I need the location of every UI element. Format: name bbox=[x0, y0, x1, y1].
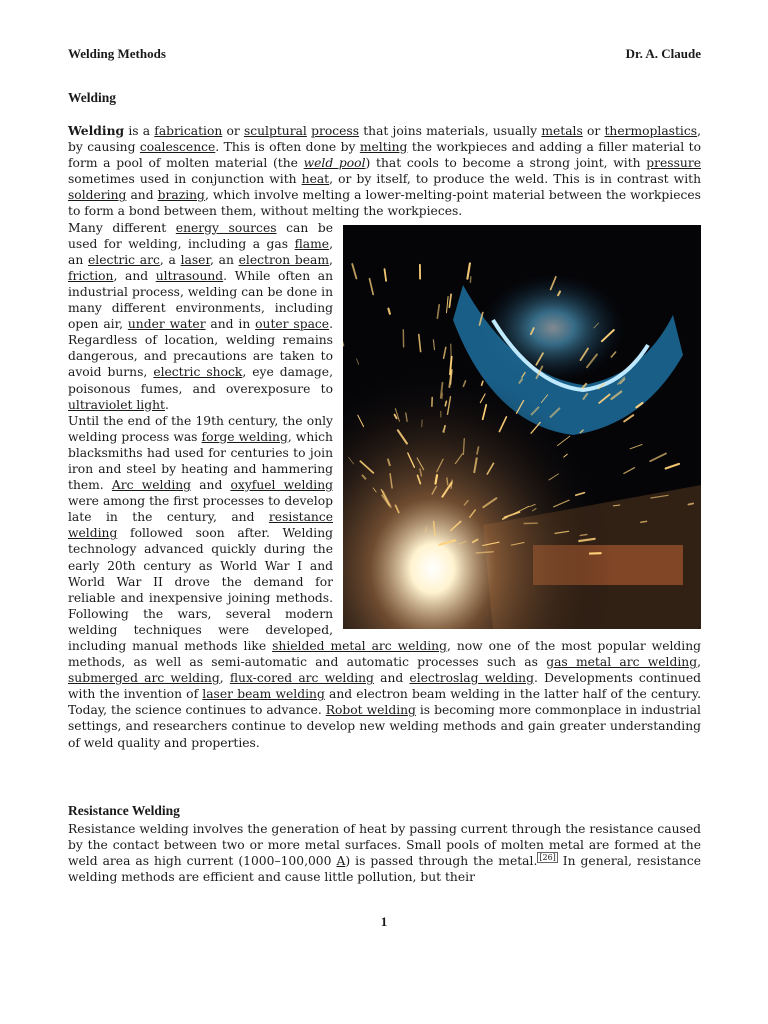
text-run: and in bbox=[205, 317, 256, 332]
hyperlink[interactable]: electroslag welding bbox=[409, 671, 534, 686]
hyperlink[interactable]: friction bbox=[68, 268, 114, 283]
bold-term: Welding bbox=[68, 123, 125, 138]
text-run: , eye damage, poisonous fumes, and overexposure to bbox=[68, 365, 333, 396]
hyperlink[interactable]: weld pool bbox=[303, 156, 366, 171]
hyperlink[interactable]: electric shock bbox=[153, 365, 243, 380]
text-run: , which blacksmiths had used for centuries to join iron and steel by heating and hammering them. bbox=[68, 429, 333, 493]
welding-photo bbox=[343, 225, 701, 629]
spark-streak bbox=[388, 308, 390, 313]
welding-sparks-illustration bbox=[343, 225, 701, 629]
text-run: and bbox=[373, 671, 410, 686]
text-run: sometimes used in conjunction with bbox=[68, 172, 302, 187]
hyperlink[interactable]: outer space bbox=[255, 317, 330, 332]
paragraph-resistance bbox=[68, 821, 701, 885]
hyperlink[interactable]: flame bbox=[294, 236, 330, 251]
text-run: , an bbox=[209, 252, 239, 267]
spark-streak bbox=[689, 503, 694, 504]
hyperlink[interactable]: under water bbox=[127, 317, 206, 332]
hyperlink[interactable]: fabrication bbox=[154, 124, 223, 138]
text-run: ) is passed through the metal. bbox=[345, 854, 538, 869]
text-run: . Developments continued with the invention of bbox=[68, 671, 701, 702]
hyperlink[interactable]: Robot welding bbox=[325, 703, 416, 718]
hyperlink[interactable]: forge welding bbox=[201, 429, 288, 444]
text-run: , bbox=[329, 252, 333, 267]
hyperlink[interactable]: laser beam welding bbox=[202, 687, 325, 702]
paragraph-intro bbox=[68, 123, 701, 220]
hyperlink[interactable]: shielded metal arc welding bbox=[272, 639, 447, 653]
hyperlink[interactable]: ultrasound bbox=[155, 268, 224, 283]
text-run: . This is often done by bbox=[215, 140, 360, 155]
text-run: . Regardless of location, welding remains dangerous, and precautions are taken to avoid burns, bbox=[68, 317, 334, 380]
text-run: , by causing bbox=[68, 124, 701, 155]
hyperlink[interactable]: pressure bbox=[646, 156, 701, 171]
hyperlink[interactable]: oxyfuel welding bbox=[230, 478, 333, 493]
header-author: Dr. A. Claude bbox=[625, 46, 701, 61]
text-run: were among the first processes to develop late in the century, and bbox=[68, 494, 333, 525]
hyperlink[interactable]: heat bbox=[301, 172, 330, 187]
spark-streak bbox=[436, 475, 438, 483]
text-run: , or by itself, to produce the weld. This is in contrast with bbox=[329, 172, 701, 187]
hyperlink[interactable]: soldering bbox=[68, 188, 127, 203]
text-run: , which involve melting a lower-melting-point material between the workpieces to form a bond between them, without melting the workpieces. bbox=[68, 188, 701, 219]
text-run: is a bbox=[124, 124, 155, 138]
text-run: , bbox=[219, 671, 230, 686]
spark-streak bbox=[447, 477, 448, 484]
hyperlink[interactable]: laser bbox=[180, 252, 210, 267]
text-run: Resistance welding involves the generation of heat by passing current through the resistance caused by the contact between two or more metal surfaces. Small pools of molten metal are formed at the weld area as high current (1000–100,000 bbox=[68, 822, 701, 869]
hyperlink[interactable]: melting bbox=[359, 140, 408, 155]
text-run: is becoming more commonplace in industrial settings, and researchers continue to develop new welding methods and gain greater understanding of weld quality and properties. bbox=[68, 703, 701, 750]
running-header bbox=[68, 46, 701, 62]
spark-streak bbox=[445, 401, 446, 406]
text-run: Many different bbox=[68, 220, 176, 235]
text-run: that joins materials, usually bbox=[359, 124, 542, 138]
text-run: or bbox=[222, 124, 244, 138]
hyperlink[interactable]: Arc welding bbox=[111, 478, 192, 493]
hyperlink[interactable]: brazing bbox=[157, 188, 205, 203]
text-run: or bbox=[582, 124, 605, 138]
text-run: , bbox=[697, 655, 702, 670]
hyperlink[interactable]: metals bbox=[541, 124, 583, 138]
hyperlink[interactable]: resistance welding bbox=[68, 510, 333, 541]
hyperlink[interactable]: gas metal arc welding bbox=[546, 655, 698, 670]
text-run: Until the end of the 19th century, the only welding process was bbox=[68, 413, 333, 444]
page-number: 1 bbox=[380, 914, 388, 929]
section-resistance-body bbox=[68, 821, 701, 885]
hyperlink[interactable]: electric arc bbox=[88, 252, 160, 267]
text-run: and bbox=[126, 188, 158, 203]
text-run: . While often an industrial process, welding can be done in many different environments, including open air, bbox=[68, 268, 333, 332]
spark-streak bbox=[463, 438, 464, 454]
text-run: and electron beam welding in the latter half of the century. Today, the science continues to advance. bbox=[68, 687, 701, 718]
section-heading-welding: Welding bbox=[68, 90, 117, 105]
section-heading-resistance-welding: Resistance Welding bbox=[68, 803, 180, 818]
text-run: the workpieces and adding a filler material to form a pool of molten material (the bbox=[68, 140, 701, 171]
text-run: In general, resistance welding methods are efficient and cause little pollution, but their bbox=[68, 854, 701, 885]
text-run: , a bbox=[159, 252, 181, 267]
text-run: can be used for welding, including a gas bbox=[68, 220, 333, 251]
header-title: Welding Methods bbox=[68, 46, 166, 61]
hyperlink[interactable]: process bbox=[311, 124, 360, 138]
text-run: , an bbox=[68, 236, 333, 267]
section-welding-body bbox=[68, 123, 701, 751]
hyperlink[interactable]: electron beam bbox=[238, 252, 330, 267]
hyperlink[interactable]: thermoplastics bbox=[604, 124, 698, 138]
text-run: followed soon after. Welding technology advanced quickly during the early 20th century as World War I and World War II drove the demand for reliable and inexpensive joining methods. Following the wars, several modern welding techniques were developed, including manual methods like bbox=[68, 526, 333, 653]
hyperlink[interactable]: energy sources bbox=[175, 220, 277, 235]
text-run: , now one of the most popular welding methods, as well as semi-automatic and automatic processes such as bbox=[68, 639, 701, 670]
citation-ref[interactable]: [26] bbox=[539, 853, 556, 863]
text-run: and bbox=[191, 478, 231, 493]
hyperlink[interactable]: ultraviolet light bbox=[68, 397, 165, 412]
text-run: ) that cools to become a strong joint, with bbox=[365, 156, 647, 171]
hyperlink[interactable]: A bbox=[336, 854, 346, 869]
text-run: . bbox=[164, 397, 169, 412]
hyperlink[interactable]: sculptural bbox=[243, 124, 307, 138]
hyperlink[interactable]: coalescence bbox=[139, 140, 216, 155]
text-run: , and bbox=[113, 268, 156, 283]
hyperlink[interactable]: flux-cored arc welding bbox=[229, 671, 374, 686]
hyperlink[interactable]: submerged arc welding bbox=[68, 671, 220, 686]
spark-streak bbox=[580, 534, 587, 535]
